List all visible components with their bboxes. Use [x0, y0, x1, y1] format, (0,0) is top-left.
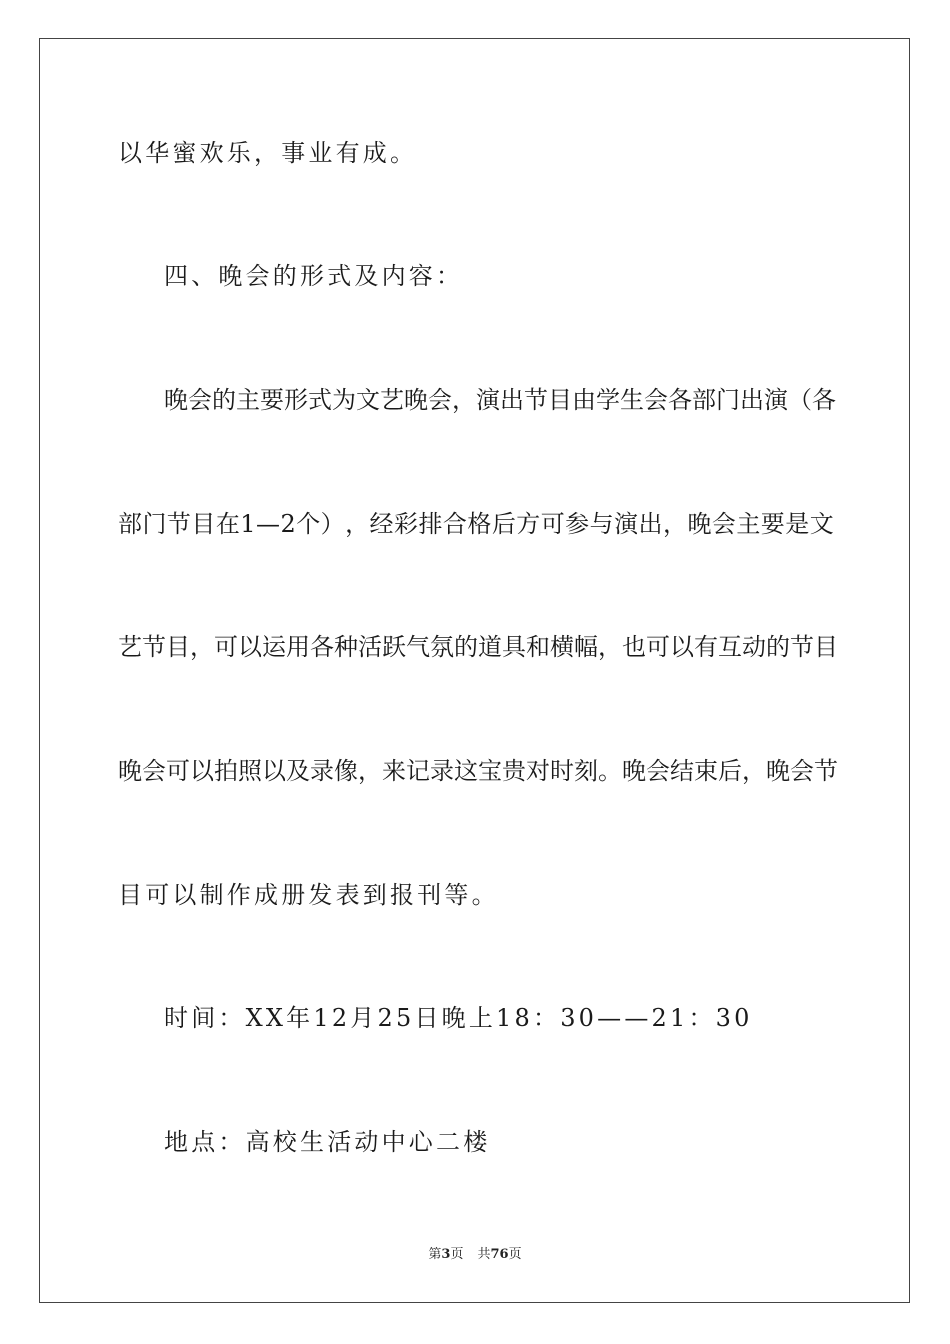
event-location: 地点：高校生活动中心二楼: [164, 1128, 491, 1156]
section-heading: 四、晚会的形式及内容：: [164, 262, 464, 290]
paragraph-line-3: 晚 会 的 主 要 形 式 为 文 艺 晚 会 ， 演 出 节 目 由 学 生 会 各 部 门 出 演 （ 各: [164, 386, 836, 414]
paragraph-line-6: 晚 会 可 以 拍 照 以 及 录 像 ， 来 记 录 这 宝 贵 对 时 刻 。 晚 会 结 束 后 ， 晚 会 节: [118, 757, 838, 785]
event-time: 时间：XX年12月25日晚上18：30——21：30: [164, 1004, 753, 1032]
paragraph-line-5: 艺 节 目 ， 可 以 运 用 各 种 活 跃 气 氛 的 道 具 和 横 幅 ， 也 可 以 有 互 动 的 节 目: [118, 633, 838, 661]
footer-total-suffix: 页: [508, 1247, 522, 1262]
footer-page-prefix: 第: [428, 1247, 442, 1262]
footer-page-suffix: 页: [450, 1247, 464, 1262]
paragraph-line-4: 部 门 节 目 在 1 — 2 个 ） ， 经 彩 排 合 格 后 方 可 参 与 演 出 ， 晚 会 主 要 是 文: [118, 510, 834, 538]
paragraph-line-7: 目可以制作成册发表到报刊等。: [118, 881, 499, 909]
paragraph-line-1: 以华蜜欢乐，事业有成。: [118, 139, 418, 167]
page-frame: [39, 38, 910, 1303]
footer-total-pages: 76: [490, 1247, 509, 1262]
page-footer: [0, 1246, 950, 1264]
footer-page-number: 3: [441, 1247, 451, 1262]
footer-total-prefix: 共: [477, 1247, 491, 1262]
